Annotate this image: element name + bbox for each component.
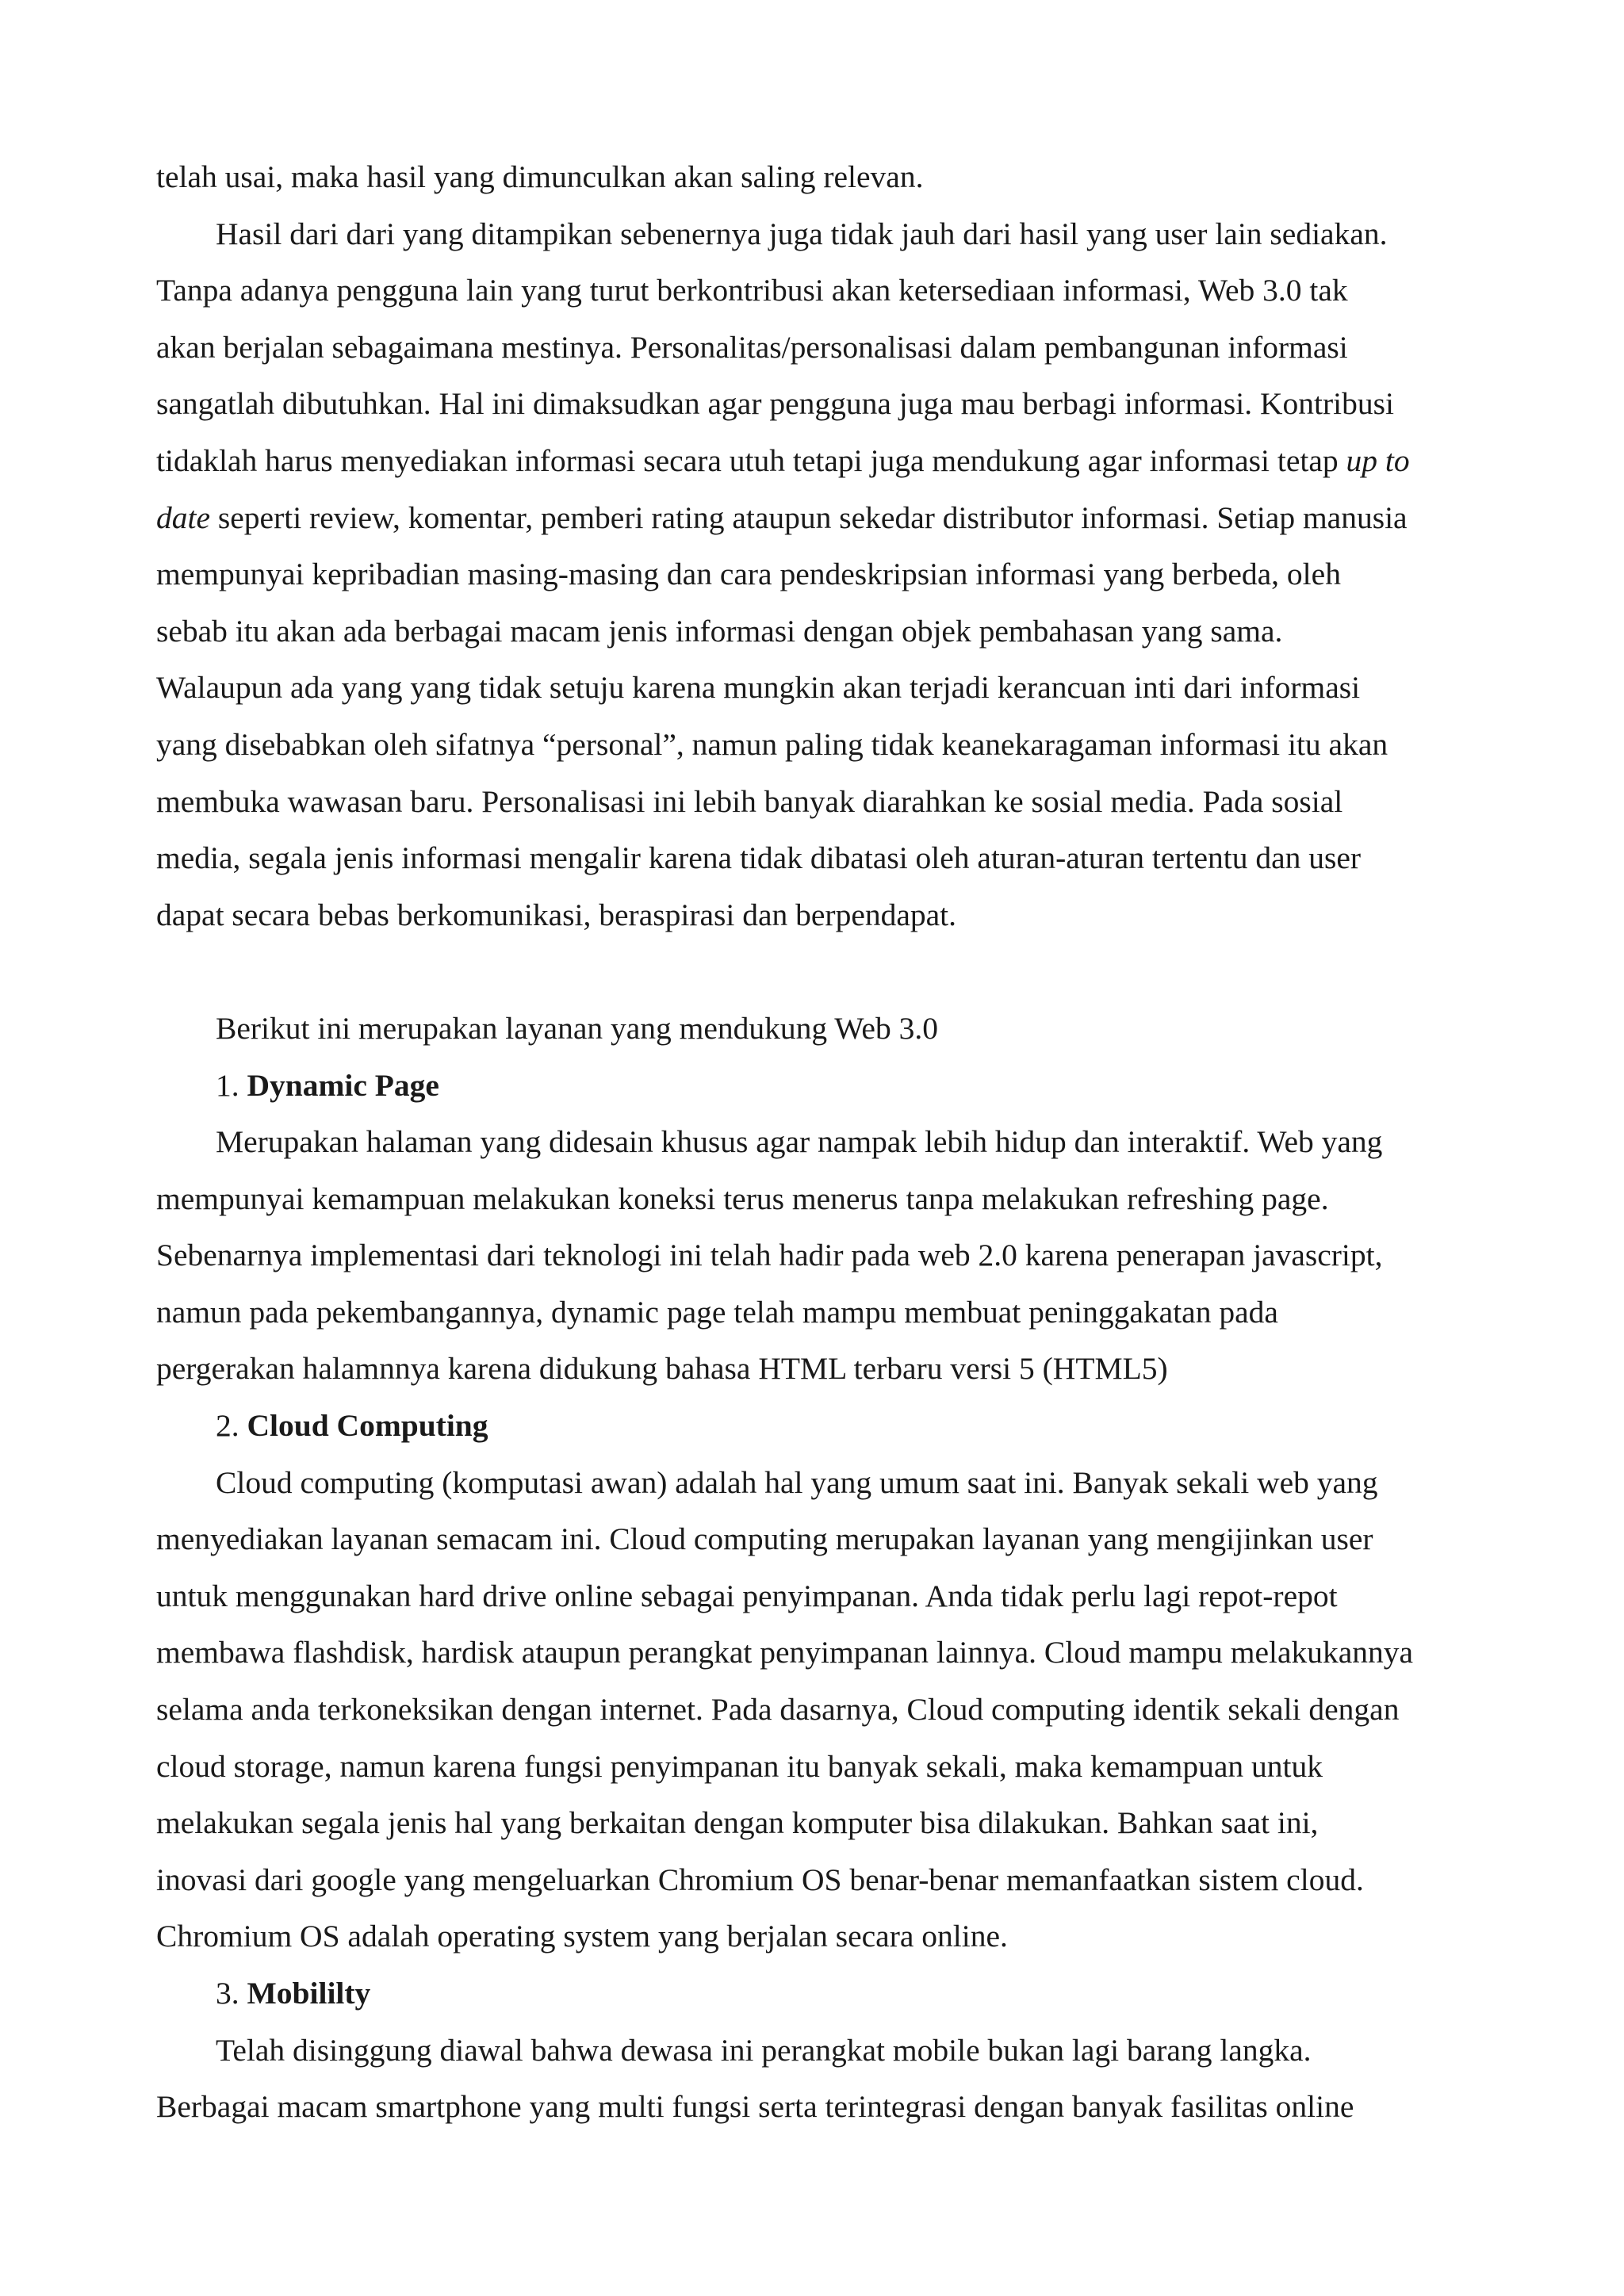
paragraph-line: Sebenarnya implementasi dari teknologi ini telah hadir pada web 2.0 karena penerapan javascript, [156, 1238, 1383, 1273]
paragraph-line: Walaupun ada yang yang tidak setuju karena mungkin akan terjadi kerancuan inti dari informasi [156, 670, 1361, 706]
paragraph-line: sebab itu akan ada berbagai macam jenis informasi dengan objek pembahasan yang sama. [156, 613, 1283, 649]
section-title: Dynamic Page [247, 1067, 439, 1103]
document-page [156, 149, 1480, 2136]
italic-text: date [156, 499, 211, 535]
blank-line [156, 943, 1480, 1001]
paragraph-line [156, 490, 1480, 547]
section-mobility [156, 1965, 1480, 2136]
paragraph-line: Telah disinggung diawal bahwa dewasa ini perangkat mobile bukan lagi barang langka. [216, 2032, 1312, 2068]
text-run: seperti review, komentar, pemberi rating ataupun sekedar distributor informasi. Setiap manusia [210, 499, 1408, 535]
paragraph-line: dapat secara bebas berkomunikasi, beraspirasi dan berpendapat. [156, 897, 957, 932]
paragraph-line [156, 433, 1480, 490]
paragraph-line: telah usai, maka hasil yang dimunculkan akan saling relevan. [156, 159, 924, 194]
section-heading [156, 1398, 1480, 1455]
section-heading [156, 1058, 1480, 1115]
section-title: Cloud Computing [247, 1408, 488, 1444]
paragraph-line: Merupakan halaman yang didesain khusus agar nampak lebih hidup dan interaktif. Web yang [216, 1124, 1383, 1160]
paragraph-personalization [156, 206, 1480, 944]
paragraph-line: Tanpa adanya pengguna lain yang turut berkontribusi akan ketersediaan informasi, Web 3.0 tak [156, 273, 1348, 308]
list-intro: Berikut ini merupakan layanan yang mendukung Web 3.0 [216, 1010, 938, 1046]
paragraph-line: menyediakan layanan semacam ini. Cloud computing merupakan layanan yang mengijinkan user [156, 1521, 1373, 1557]
paragraph-line: Hasil dari dari yang ditampikan sebenernya juga tidak jauh dari hasil yang user lain sediakan. [216, 216, 1388, 251]
paragraph-line: namun pada pekembangannya, dynamic page telah mampu membuat peninggakatan pada [156, 1294, 1278, 1330]
section-number: 3. [216, 1976, 247, 2011]
paragraph-line: media, segala jenis informasi mengalir karena tidak dibatasi oleh aturan-aturan tertentu dan user [156, 840, 1362, 876]
paragraph-line: yang disebabkan oleh sifatnya “personal”, namun paling tidak keanekaragaman informasi itu akan [156, 726, 1388, 762]
section-title: Mobililty [247, 1976, 371, 2011]
paragraph-line: selama anda terkoneksikan dengan internet. Pada dasarnya, Cloud computing identik sekali dengan [156, 1692, 1400, 1728]
paragraph-line: mempunyai kemampuan melakukan koneksi terus menerus tanpa melakukan refreshing page. [156, 1181, 1329, 1216]
paragraph-line: cloud storage, namun karena fungsi penyimpanan itu banyak sekali, maka kemampuan untuk [156, 1748, 1323, 1784]
paragraph-line: membuka wawasan baru. Personalisasi ini lebih banyak diarahkan ke sosial media. Pada sosial [156, 783, 1343, 819]
paragraph-line: mempunyai kepribadian masing-masing dan cara pendeskripsian informasi yang berbeda, oleh [156, 557, 1341, 592]
section-number: 1. [216, 1067, 247, 1103]
paragraph-line: Chromium OS adalah operating system yang berjalan secara online. [156, 1919, 1008, 1954]
paragraph-line: membawa flashdisk, hardisk ataupun perangkat penyimpanan lainnya. Cloud mampu melakukannya [156, 1635, 1414, 1670]
paragraph-line: pergerakan halamnnya karena didukung bahasa HTML terbaru versi 5 (HTML5) [156, 1351, 1168, 1387]
section-cloud-computing [156, 1398, 1480, 1965]
paragraph-line: Berbagai macam smartphone yang multi fungsi serta terintegrasi dengan banyak fasilitas online [156, 2089, 1354, 2125]
paragraph-line: inovasi dari google yang mengeluarkan Chromium OS benar-benar memanfaatkan sistem cloud. [156, 1862, 1364, 1897]
section-heading [156, 1965, 1480, 2022]
paragraph-line: sangatlah dibutuhkan. Hal ini dimaksudkan agar pengguna juga mau berbagi informasi. Kontribusi [156, 386, 1394, 422]
paragraph-line: akan berjalan sebagaimana mestinya. Personalitas/personalisasi dalam pembangunan informasi [156, 329, 1348, 365]
paragraph-line: untuk menggunakan hard drive online sebagai penyimpanan. Anda tidak perlu lagi repot-repot [156, 1578, 1338, 1613]
paragraph-line: Cloud computing (komputasi awan) adalah hal yang umum saat ini. Banyak sekali web yang [216, 1464, 1378, 1500]
text-run: tidaklah harus menyediakan informasi secara utuh tetapi juga mendukung agar informasi tetap [156, 442, 1346, 478]
paragraph-line: melakukan segala jenis hal yang berkaitan dengan komputer bisa dilakukan. Bahkan saat ini, [156, 1805, 1319, 1841]
italic-text: up to [1346, 442, 1410, 478]
section-dynamic-page [156, 1058, 1480, 1399]
section-number: 2. [216, 1408, 247, 1444]
